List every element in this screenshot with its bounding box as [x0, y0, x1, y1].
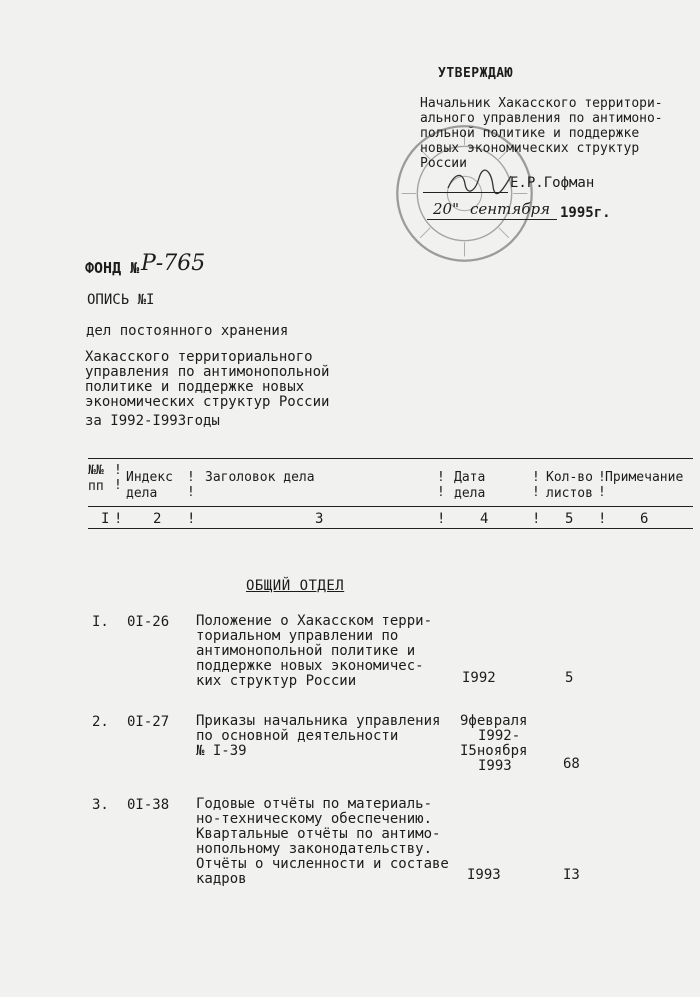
organization-line: экономических структур России	[85, 394, 330, 410]
approval-date-year: 1995г.	[560, 205, 611, 221]
storage-type: дел постоянного хранения	[86, 323, 289, 339]
column-separator: !	[437, 511, 446, 527]
approval-position	[420, 96, 663, 171]
row-number: 3.	[92, 797, 109, 813]
header-separator: ! !	[114, 463, 122, 493]
column-separator: !	[532, 511, 541, 527]
organization-line: Хакасского территориального	[85, 349, 313, 365]
column-number: 2	[153, 511, 162, 527]
column-separator: !	[187, 511, 196, 527]
approval-date-day: 20"	[433, 200, 459, 218]
header-num: №№ пп	[88, 463, 104, 494]
table-header-rule	[88, 506, 693, 507]
signature-line	[423, 192, 508, 193]
header-separator: ! !	[532, 470, 540, 500]
approval-date-month: сентября	[470, 200, 551, 218]
column-separator: !	[114, 511, 123, 527]
approval-line: новых экономических структур	[420, 141, 640, 156]
column-number: 3	[315, 511, 324, 527]
column-number: 4	[480, 511, 489, 527]
row-title: Годовые отчёты по материаль- но-техническому обеспечению. Квартальные отчёты по антимо- нопольному законодательству. Отчёты о численности и составе кадров	[196, 796, 449, 887]
approval-line: Начальник Хакасского территори-	[420, 96, 663, 111]
column-separator: !	[598, 511, 607, 527]
header-separator: ! !	[437, 470, 445, 500]
table-top-rule	[88, 458, 693, 459]
row-date: I992	[462, 670, 496, 686]
column-number: I	[101, 511, 110, 527]
organization-line: политике и поддержке новых	[85, 379, 305, 395]
fund-number: Р-765	[141, 251, 206, 276]
header-title: Заголовок дела	[205, 470, 315, 485]
header-separator: ! !	[598, 470, 606, 500]
approval-line: ального управления по антимоно-	[420, 111, 663, 126]
date-underline	[427, 219, 557, 220]
header-separator: ! !	[187, 470, 195, 500]
row-date: 9февраля I992- I5ноября I993	[460, 713, 528, 774]
period-covered: за I992-I993годы	[85, 413, 220, 429]
header-index: Индекс дела	[126, 470, 173, 501]
row-sheets: I3	[563, 867, 580, 883]
row-index: 0I-27	[127, 714, 170, 730]
row-number: 2.	[92, 714, 109, 730]
row-title: Положение о Хакасском терри- ториальном управлении по антимонопольной политике и поддержке новых экономичес- ких структур России	[196, 613, 433, 689]
row-title: Приказы начальника управления по основной деятельности № I-39	[196, 713, 441, 759]
section-title: ОБЩИЙ ОТДЕЛ	[246, 578, 345, 594]
row-sheets: 68	[563, 756, 580, 772]
header-note: Примечание	[605, 470, 684, 485]
organization-line: управления по антимонопольной	[85, 364, 330, 380]
inventory-number: ОПИСЬ №I	[87, 292, 155, 308]
row-number: I.	[92, 614, 109, 630]
approver-name: Е.Р.Гофман	[510, 175, 595, 191]
approval-line: России	[420, 156, 467, 171]
row-index: 0I-38	[127, 797, 170, 813]
fund-label: ФОНД №	[85, 259, 140, 277]
column-number: 5	[565, 511, 574, 527]
column-number: 6	[640, 511, 649, 527]
row-date: I993	[467, 867, 501, 883]
table-colnum-rule	[88, 528, 693, 529]
approval-line: польной политике и поддержке	[420, 126, 640, 141]
organization-name	[85, 350, 329, 410]
row-index: 0I-26	[127, 614, 170, 630]
header-date: Дата дела	[454, 470, 486, 501]
row-sheets: 5	[565, 670, 574, 686]
header-sheets: Кол-во листов	[546, 470, 593, 501]
approval-heading: УТВЕРЖДАЮ	[438, 66, 513, 81]
